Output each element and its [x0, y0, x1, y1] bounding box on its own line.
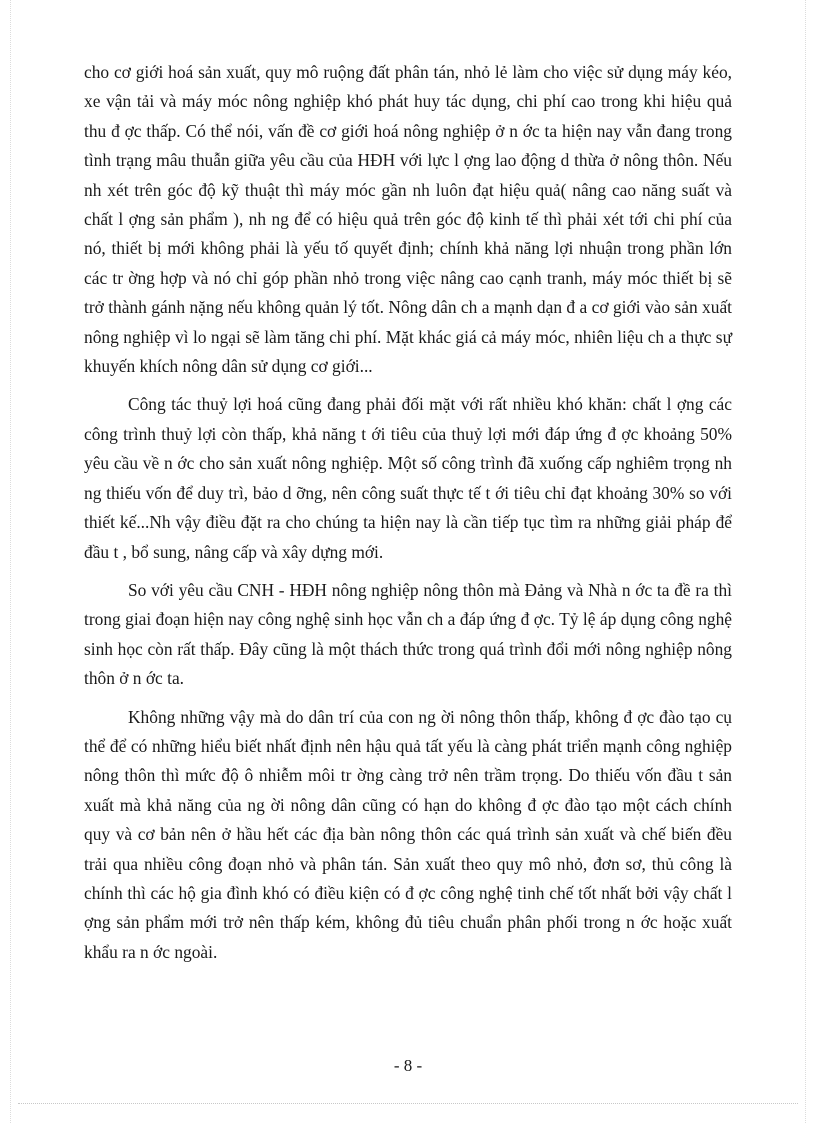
paragraph-environment: Không những vậy mà do dân trí của con ng ời nông thôn thấp, không đ ợc đào tạo cụ thể để có những hiểu biết nhất định nên hậu quả tất yếu là càng phát triển mạnh công nghiệp nông thôn thì mức độ ô nhiễm môi tr ờng càng trở nên trầm trọng. Do thiếu vốn đầu t sản xuất mà khả năng của ng ời nông dân cũng có hạn do không đ ợc đào tạo một cách chính quy và cơ bản nên ở hầu hết các địa bàn nông thôn các quá trình sản xuất và chế biến đều trải qua nhiều công đoạn nhỏ và phân tán. Sản xuất theo quy mô nhỏ, đơn sơ, thủ công là chính thì các hộ gia đình khó có điều kiện có đ ợc công nghệ tinh chế tốt nhất bởi vậy chất l ợng sản phẩm mới trở nên thấp kém, không đủ tiêu chuẩn phân phối trong n ớc hoặc xuất khẩu ra n ớc ngoài. — [84, 706, 732, 962]
right-margin-guide — [805, 0, 806, 1123]
document-body — [84, 58, 732, 967]
paragraph-irrigation: Công tác thuỷ lợi hoá cũng đang phải đối mặt với rất nhiều khó khăn: chất l ợng các công trình thuỷ lợi còn thấp, khả năng t ới tiêu của thuỷ lợi mới đáp ứng đ ợc khoảng 50% yêu cầu về n ớc cho sản xuất nông nghiệp. Một số công trình đã xuống cấp nghiêm trọng nh ng thiếu vốn để duy trì, bảo d ỡng, nên công suất thực tế t ới tiêu chỉ đạt khoảng 30% so với thiết kế...Nh vậy điều đặt ra cho chúng ta hiện nay là cần tiếp tục tìm ra những giải pháp để đầu t , bổ sung, nâng cấp và xây dựng mới. — [84, 394, 732, 562]
paragraph-mechanization: cho cơ giới hoá sản xuất, quy mô ruộng đất phân tán, nhỏ lẻ làm cho việc sử dụng máy kéo, xe vận tải và máy móc nông nghiệp khó phát huy tác dụng, chi phí cao trong khi hiệu quả thu đ ợc thấp. Có thể nói, vấn đề cơ giới hoá nông nghiệp ở n ớc ta hiện nay vẫn đang trong tình trạng mâu thuẫn giữa yêu cầu của HĐH với lực l ợng lao động d thừa ở nông thôn. Nếu nh xét trên góc độ kỹ thuật thì máy móc gần nh luôn đạt hiệu quả( nâng cao năng suất và chất l ợng sản phẩm ), nh ng để có hiệu quả trên góc độ kinh tế thì phải xét tới chi phí của nó, thiết bị mới không phải là yếu tố quyết định; chính khả năng lợi nhuận trong phần lớn các tr ờng hợp và nó chỉ góp phần nhỏ trong việc nâng cao cạnh tranh, máy móc thiết bị sẽ trở thành gánh nặng nếu không quản lý tốt. Nông dân ch a mạnh dạn đ a cơ giới vào sản xuất nông nghiệp vì lo ngại sẽ làm tăng chi phí. Mặt khác giá cả máy móc, nhiên liệu ch a thực sự khuyến khích nông dân sử dụng cơ giới... — [84, 62, 732, 377]
paragraph-biotechnology: So với yêu cầu CNH - HĐH nông nghiệp nông thôn mà Đảng và Nhà n ớc ta đề ra thì trong giai đoạn hiện nay công nghệ sinh học vẫn ch a đáp ứng đ ợc. Tỷ lệ áp dụng công nghệ sinh học còn rất thấp. Đây cũng là một thách thức trong quá trình đổi mới nông nghiệp nông thôn ở n ớc ta. — [84, 579, 732, 689]
left-margin-guide — [10, 0, 11, 1123]
footer-dotted-rule — [18, 1103, 798, 1104]
page-number: - 8 - — [393, 1056, 423, 1075]
